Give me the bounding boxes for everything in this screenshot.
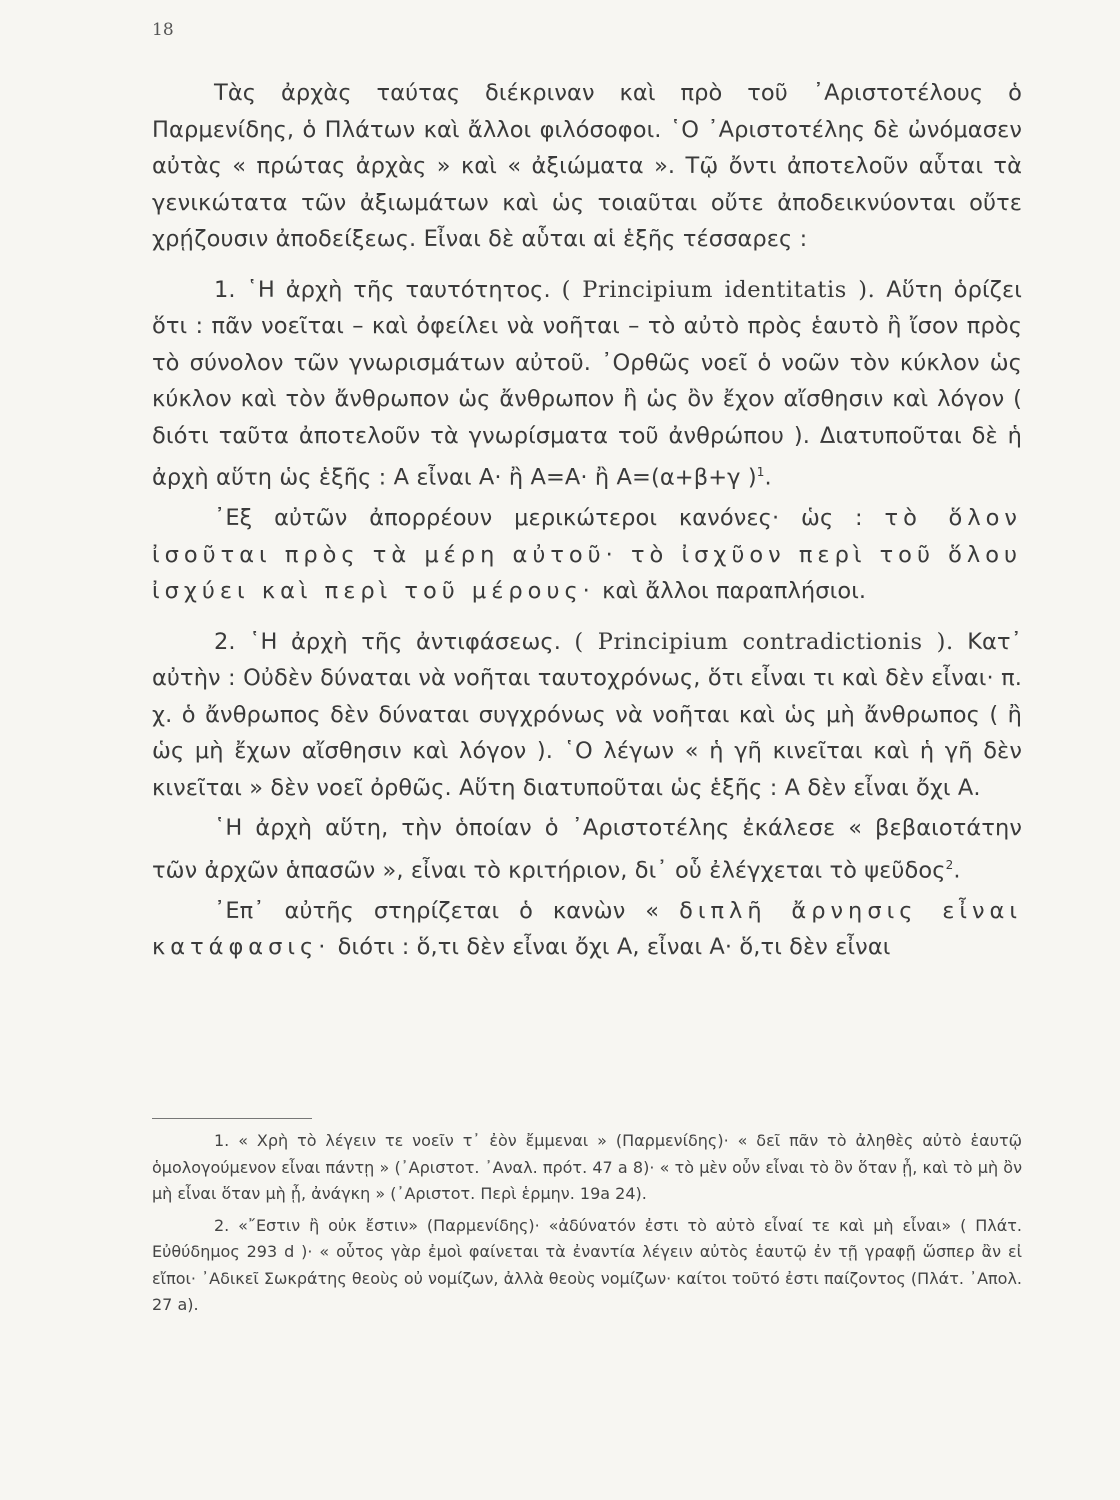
derived-rules-spaced: τὸ ὅλον ἰσοῦται πρὸς τὰ μέρη αὐτοῦ· τὸ ἰσχῦον περὶ τοῦ ὅλου ἰσχύει καὶ περὶ τοῦ μέρους· [152, 505, 1022, 604]
derived-rules-paragraph [152, 500, 1022, 610]
principle-identity-heading: 1. ῾Η ἀρχὴ τῆς ταυτότητος. [214, 276, 551, 303]
derived-rules-intro: ᾽Εξ αὐτῶν ἀπορρέουν μερικώτεροι κανόνες· ὡς : [214, 505, 863, 531]
footnote-divider [152, 1118, 312, 1119]
principle-contradiction-text: Κατ᾽ αὐτὴν : Οὐδὲν δύναται νὰ νοῆται ταυτοχρόνως, ὅτι εἶναι τι καὶ δὲν εἶναι· π. χ. ὁ ἄνθρωπος δὲν δύναται συγχρόνως νὰ νοῆται καὶ ὡς μὴ ἄνθρωπος ( ἢ ὡς μὴ ἔχων αἴσθησιν καὶ λόγον ). ῾Ο λέγων « ἡ γῆ κινεῖται καὶ ἡ γῆ δὲν κινεῖται » δὲν νοεῖ ὀρθῶς. Αὕτη διατυποῦται ὡς ἑξῆς : Α δὲν εἶναι ὄχι Α. [152, 628, 1022, 801]
double-negation-paragraph [152, 893, 1022, 966]
footnote-1: 1. « Χρὴ τὸ λέγειν τε νοεῖν τ᾽ ἐὸν ἔμμεναι » (Παρμενίδης)· « δεῖ πᾶν τὸ ἀληθὲς αὐτὸ ἑαυτῷ ὁμολογούμενον εἶναι πάντῃ » (᾽Αριστοτ. ᾽Αναλ. πρότ. 47 a 8)· « τὸ μὲν οὖν εἶναι τὸ ὂν ὅταν ᾖ, καὶ τὸ μὴ ὂν μὴ εἶναι ὅταν μὴ ᾖ, ἀνάγκη » (᾽Αριστοτ. Περὶ ἑρμην. 19a 24). [152, 1131, 1022, 1203]
principle-contradiction-paragraph [152, 624, 1022, 807]
footnote-2: 2. «῎Εστιν ἢ οὐκ ἔστιν» (Παρμενίδης)· «ἀδύνατόν ἐστι τὸ αὐτὸ εἶναί τε καὶ μὴ εἶναι» ( Πλάτ. Εὐθύδημος 293 d )· « οὗτος γὰρ ἐμοὶ φαίνεται τὰ ἐναντία λέγειν αὐτὸς ἑαυτῷ ἐν τῇ γραφῇ ὥσπερ ἂν εἰ εἴποι· ᾽Αδικεῖ Σωκράτης θεοὺς οὐ νομίζων, ἀλλὰ θεοὺς νομίζων· καίτοι τοῦτό ἐστι παίζοντος (Πλάτ. ᾽Απολ. 27 a). [152, 1215, 1022, 1314]
principle-identity-text: Αὕτη ὁρίζει ὅτι : πᾶν νοεῖται – καὶ ὀφείλει νὰ νοῆται – τὸ αὐτὸ πρὸς ἑαυτὸ ἢ ἴσον πρὸς τὸ σύνολον τῶν γνωρισμάτων αὐτοῦ. ᾽Ορθῶς νοεῖ ὁ νοῶν τὸν κύκλον ὡς κύκλον καὶ τὸν ἄνθρωπον ὡς ἄνθρωπον ἢ ὡς ὂν ἔχον αἴσθησιν καὶ λόγον ( διότι ταῦτα ἀποτελοῦν τὰ γνωρίσματα τοῦ ἀνθρώπου ). Διατυποῦται δὲ ἡ ἀρχὴ αὕτη ὡς ἑξῆς : Α εἶναι Α· ἢ Α=Α· ἢ Α=(α+β+γ ) [152, 276, 1022, 491]
footnote-ref-1: 1 [756, 465, 765, 479]
bebaiotate-text: ῾Η ἀρχὴ αὕτη, τὴν ὁποίαν ὁ ᾽Αριστοτέλης ἐκάλεσε « βεβαιοτάτην τῶν ἀρχῶν ἁπασῶν », εἶναι τὸ κριτήριον, δι᾽ οὗ ἐλέγχεται τὸ ψεῦδος [152, 815, 1022, 883]
derived-rules-tail: καὶ ἄλλοι παραπλήσιοι. [602, 578, 867, 604]
principle-contradiction-heading: 2. ῾Η ἀρχὴ τῆς ἀντιφάσεως. [214, 628, 561, 655]
double-negation-intro: ᾽Επ᾽ αὐτῆς στηρίζεται ὁ κανὼν « [214, 897, 660, 924]
footnote-ref-2: 2 [945, 857, 954, 872]
page-number: 18 [152, 20, 174, 40]
intro-paragraph: Τὰς ἀρχὰς ταύτας διέκριναν καὶ πρὸ τοῦ ᾽Αριστοτέλους ὁ Παρμενίδης, ὁ Πλάτων καὶ ἄλλοι φιλόσοφοι. ῾Ο ᾽Αριστοτέλης δὲ ὠνόμασεν αὐτὰς « πρώτας ἀρχὰς » καὶ « ἀξιώματα ». Τῷ ὄντι ἀποτελοῦν αὗται τὰ γενικώτατα τῶν ἀξιωμάτων καὶ ὡς τοιαῦται οὔτε ἀποδεικνύονται οὔτε χρῄζουσιν ἀποδείξεως. Εἶναι δὲ αὗται αἱ ἑξῆς τέσσαρες : [152, 80, 1022, 252]
main-text [152, 75, 1022, 980]
bebaiotate-end: . [953, 857, 961, 883]
double-negation-tail: διότι : ὅ,τι δὲν εἶναι ὄχι Α, εἶναι Α· ὅ,τι δὲν εἶναι [337, 934, 891, 960]
principle-identity-paragraph [152, 272, 1022, 497]
footnotes [152, 1128, 1022, 1324]
principle-contradiction-latin: ( Principium contradictionis ). [574, 628, 954, 655]
double-negation-spaced: διπλῆ ἄρνησις εἶναι κατάφασις· [152, 897, 1022, 960]
principle-identity-end: . [764, 464, 772, 491]
bebaiotate-paragraph [152, 810, 1022, 889]
principle-identity-latin: ( Principium identitatis ). [561, 276, 876, 303]
